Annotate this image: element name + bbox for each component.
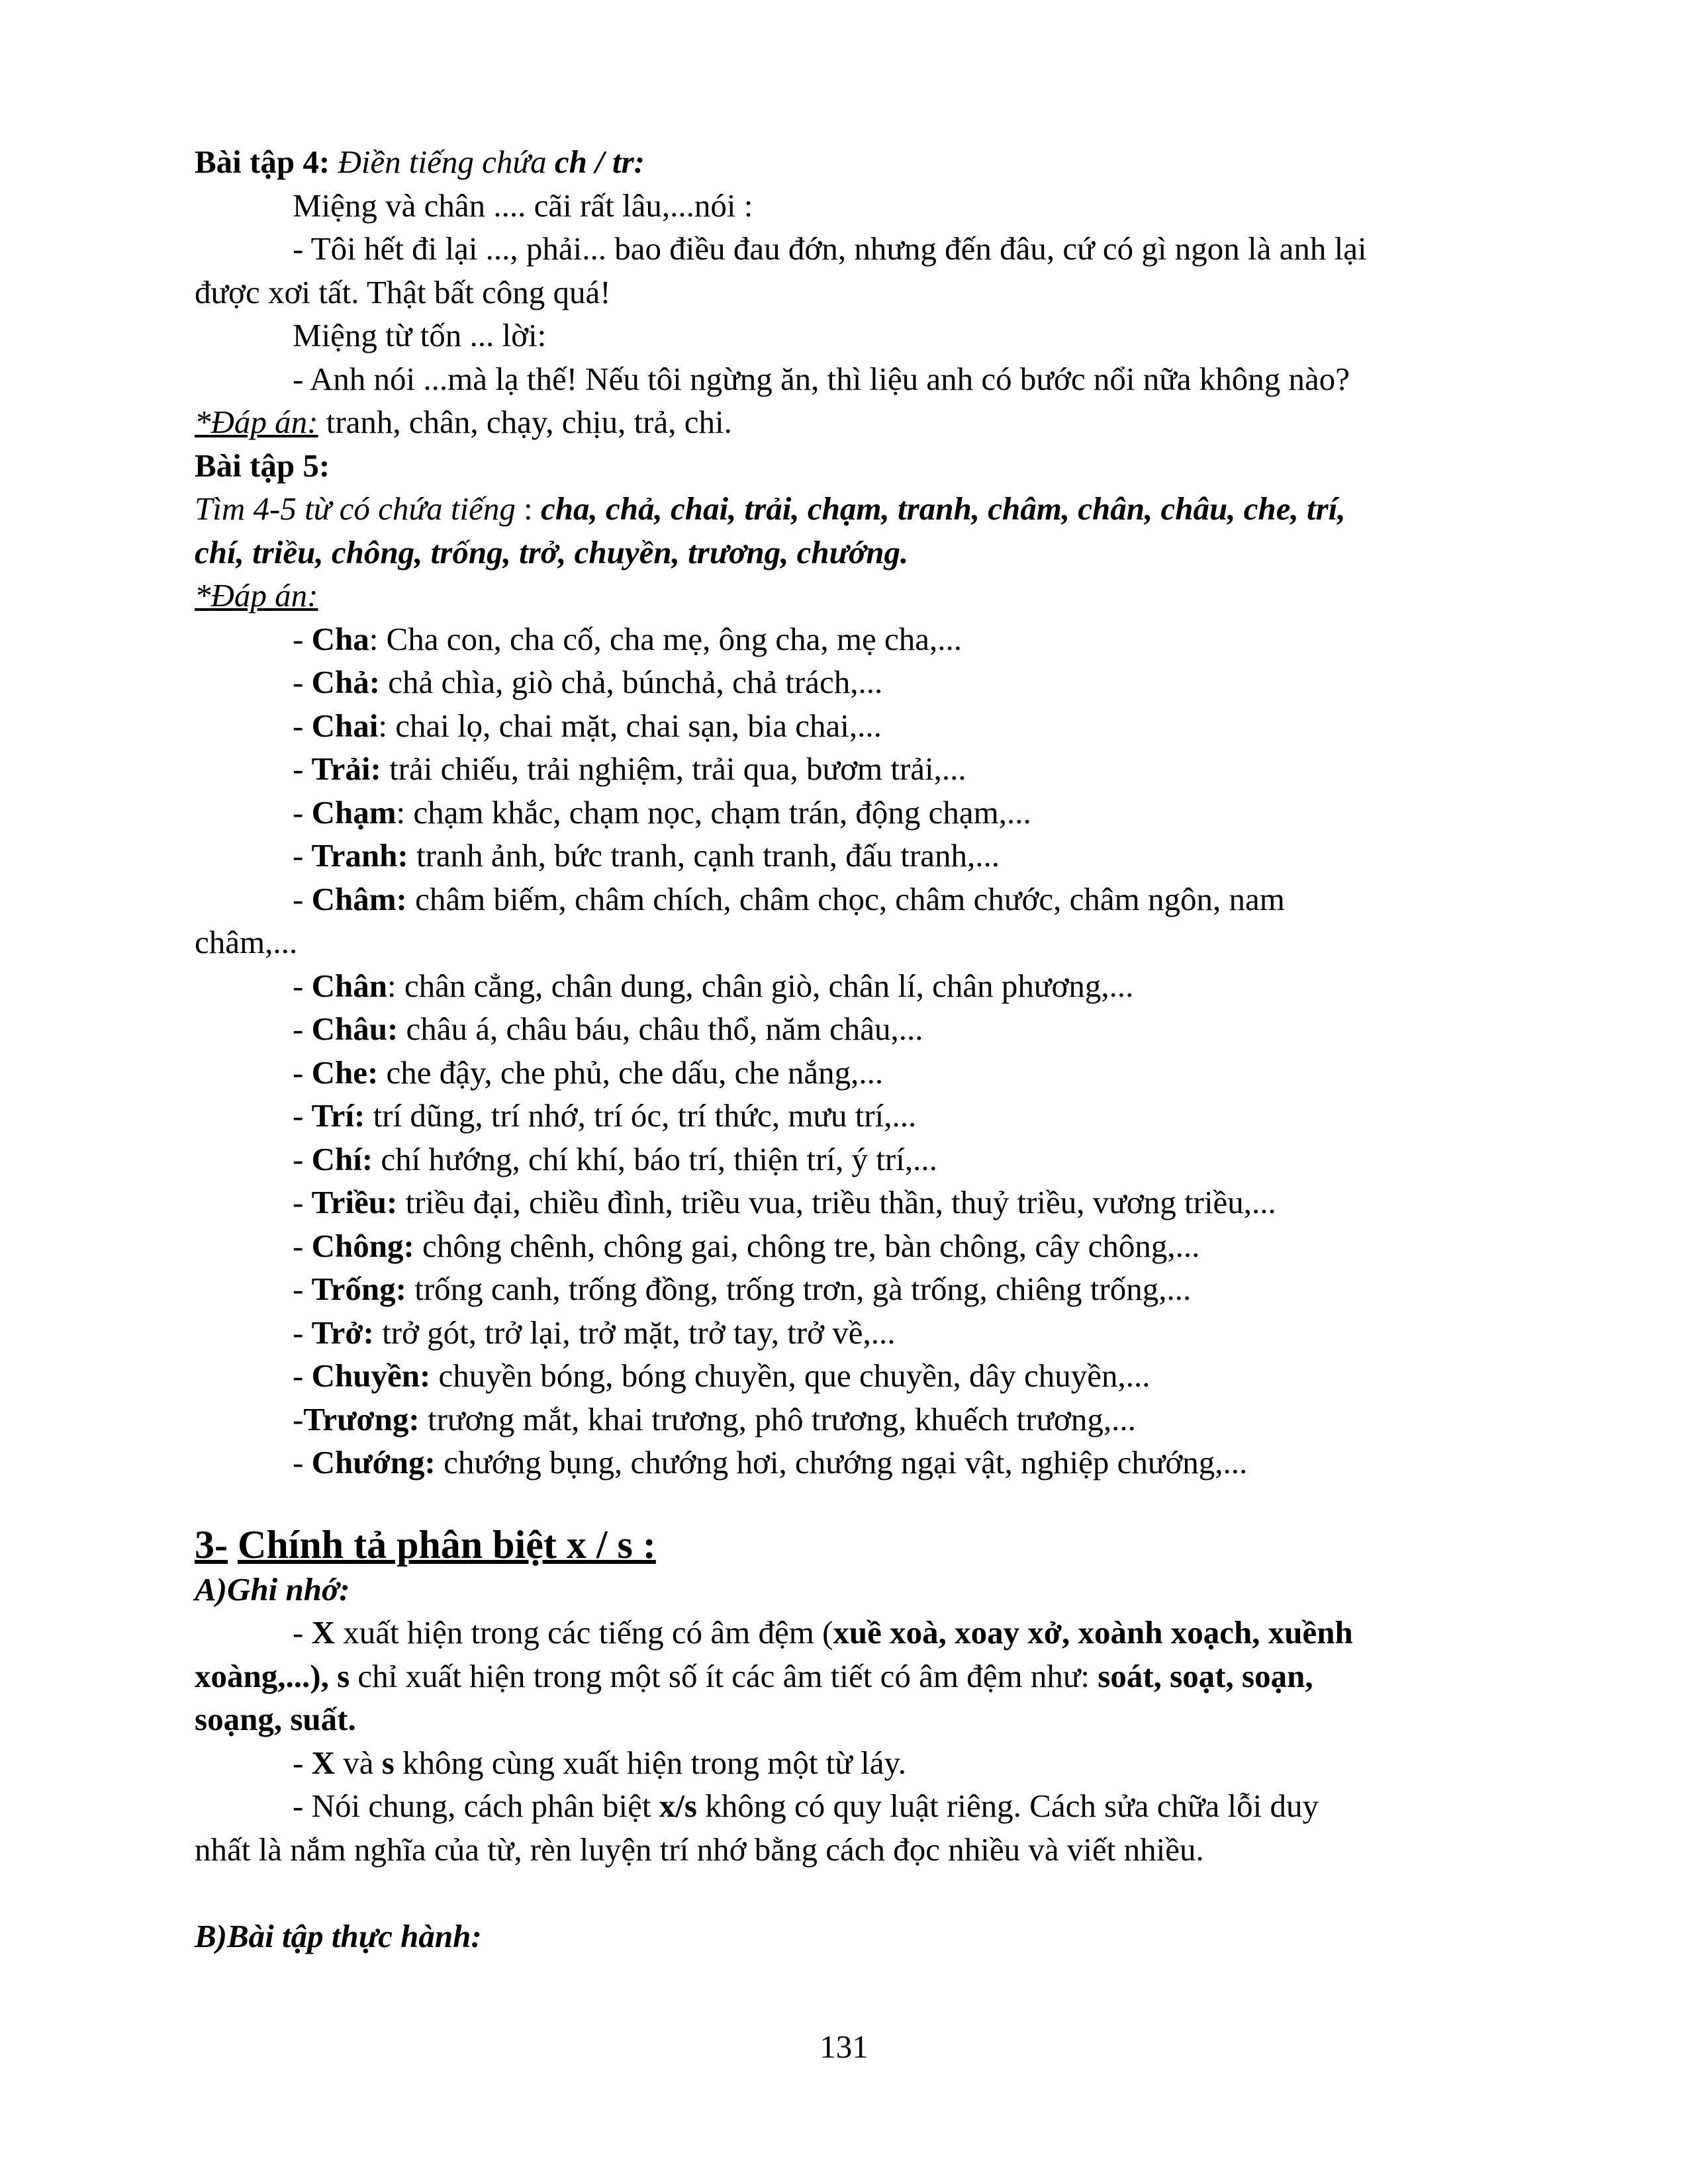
exercise-4-line: Miệng từ tốn ... lời: <box>293 317 547 353</box>
answer-definition: : chân cẳng, chân dung, chân giò, chân lí, chân phương,... <box>387 967 1134 1004</box>
answer-term: Chân <box>311 967 387 1004</box>
exercise-4-instruction: Điền tiếng chứa <box>338 144 555 180</box>
letters-xs: x/s <box>659 1788 697 1824</box>
answer-definition: châu á, châu báu, châu thổ, năm châu,... <box>398 1011 923 1047</box>
answer-term: Trương: <box>303 1400 420 1437</box>
answer-item: -Trương: trương mắt, khai trương, phô trương, khuếch trương,... <box>293 1400 1136 1437</box>
answer-definition: trải chiếu, trải nghiệm, trải qua, bươm trải,... <box>381 751 966 787</box>
answer-term: Chạm <box>311 794 397 831</box>
answer-definition: tranh ảnh, bức tranh, cạnh tranh, đấu tranh,... <box>408 837 1000 874</box>
section-3-title: Chính tả phân biệt x / s : <box>237 1522 656 1567</box>
answer-item: - Trải: trải chiếu, trải nghiệm, trải qua, bươm trải,... <box>293 751 966 787</box>
exercise-5-words-1: cha, chả, chai, trải, chạm, tranh, châm, chân, châu, che, trí, <box>540 490 1346 527</box>
exercise-5-instruction-text: Tìm 4-5 từ có chứa tiếng <box>195 490 516 527</box>
section-3-paragraph-1-cont: xoàng,...), s chỉ xuất hiện trong một số ít các âm tiết có âm đệm như: soát, soạt, soạn, <box>195 1657 1313 1694</box>
section-3-paragraph-1: - X xuất hiện trong các tiếng có âm đệm (xuề xoà, xoay xở, xoành xoạch, xuềnh <box>293 1614 1353 1651</box>
answer-term: Châm: <box>311 880 407 917</box>
exercise-4-line: được xơi tất. Thật bất công quá! <box>195 273 611 310</box>
answer-item: - Tranh: tranh ảnh, bức tranh, cạnh tranh, đấu tranh,... <box>293 837 1000 874</box>
section-3-paragraph-3-cont: nhất là nắm nghĩa của từ, rèn luyện trí nhớ bằng cách đọc nhiều và viết nhiều. <box>195 1831 1204 1868</box>
answer-definition: triều đại, chiều đình, triều vua, triều thần, thuỷ triều, vương triều,... <box>397 1184 1276 1220</box>
answer-item: - Triều: triều đại, chiều đình, triều vua, triều thần, thuỷ triều, vương triều,... <box>293 1184 1276 1220</box>
answer-term: Chướng: <box>311 1444 436 1480</box>
answer-definition: che đậy, che phủ, che dấu, che nắng,... <box>378 1054 884 1091</box>
answer-term: Trải: <box>311 751 381 787</box>
exercise-4-line: - Tôi hết đi lại ..., phải... bao điều đau đớn, nhưng đến đâu, cứ có gì ngon là anh lại <box>293 230 1367 267</box>
example-words: xoàng,...), s <box>195 1657 350 1694</box>
answer-term: Trí: <box>311 1097 365 1134</box>
answer-definition: trở gót, trở lại, trở mặt, trở tay, trở về,... <box>373 1314 896 1351</box>
answer-item: - Che: che đậy, che phủ, che dấu, che nắng,... <box>293 1054 884 1091</box>
exercise-4-heading <box>195 140 1552 184</box>
answer-definition: trí dũng, trí nhớ, trí óc, trí thức, mưu trí,... <box>365 1097 917 1134</box>
answer-term: Chai <box>311 707 379 744</box>
answer-definition: châm biếm, châm chích, châm chọc, châm chước, châm ngôn, nam <box>406 880 1285 917</box>
answer-item: - Châu: châu á, châu báu, châu thổ, năm châu,... <box>293 1011 923 1047</box>
answer-item: - Trí: trí dũng, trí nhớ, trí óc, trí thức, mưu trí,... <box>293 1097 917 1134</box>
answer-item: - Chả: chả chìa, giò chả, búnchả, chả trách,... <box>293 664 883 700</box>
answer-item-continuation: châm,... <box>195 924 298 960</box>
answer-item: - Chai: chai lọ, chai mặt, chai sạn, bia chai,... <box>293 707 882 744</box>
answer-term: Trống: <box>311 1271 406 1307</box>
letter-x: X <box>311 1744 335 1781</box>
exercise-4-title: Bài tập 4: <box>195 144 330 180</box>
answer-item: - Cha: Cha con, cha cố, cha mẹ, ông cha, mẹ cha,... <box>293 620 962 657</box>
exercise-5-title: Bài tập 5: <box>195 447 330 484</box>
answer-term: Trở: <box>311 1314 374 1351</box>
answer-term: Chí: <box>311 1140 373 1177</box>
exercise-4-instruction-letters: ch / tr: <box>554 144 645 180</box>
answer-item: - Chông: chông chênh, chông gai, chông tre, bàn chông, cây chông,... <box>293 1227 1200 1264</box>
answer-item: - Chuyền: chuyền bóng, bóng chuyền, que chuyền, dây chuyền,... <box>293 1357 1150 1394</box>
answer-definition: chông chênh, chông gai, chông tre, bàn chông, cây chông,... <box>414 1227 1200 1264</box>
exercise-4-line: Miệng và chân .... cãi rất lâu,...nói : <box>293 187 753 224</box>
section-3-number: 3- <box>195 1522 228 1567</box>
letter-x: X <box>311 1614 335 1651</box>
answer-definition: chướng bụng, chướng hơi, chướng ngại vật, nghiệp chướng,... <box>435 1444 1248 1480</box>
answer-item: - Chướng: chướng bụng, chướng hơi, chướng ngại vật, nghiệp chướng,... <box>293 1444 1248 1480</box>
section-3-subheading-a: A)Ghi nhớ: <box>195 1570 350 1608</box>
example-words: soát, soạt, soạn, <box>1098 1657 1313 1694</box>
exercise-4-line: - Anh nói ...mà lạ thế! Nếu tôi ngừng ăn, thì liệu anh có bước nổi nữa không nào? <box>293 360 1350 397</box>
answer-definition: chí hướng, chí khí, báo trí, thiện trí, ý trí,... <box>373 1140 937 1177</box>
answer-term: Chuyền: <box>311 1357 431 1394</box>
page-number: 131 <box>820 2028 868 2065</box>
answer-term: Che: <box>311 1054 379 1091</box>
answer-item: - Chân: chân cẳng, chân dung, chân giò, chân lí, chân phương,... <box>293 967 1134 1004</box>
answer-definition: chuyền bóng, bóng chuyền, que chuyền, dây chuyền,... <box>430 1357 1150 1394</box>
section-3-paragraph-3: - Nói chung, cách phân biệt x/s không có quy luật riêng. Cách sửa chữa lỗi duy <box>293 1788 1319 1824</box>
answer-text: tranh, chân, chạy, chịu, trả, chi. <box>318 404 732 440</box>
answer-term: Tranh: <box>311 837 408 874</box>
answer-definition: : Cha con, cha cố, cha mẹ, ông cha, mẹ cha,... <box>369 620 962 657</box>
exercise-5-answer-list <box>195 617 1552 1484</box>
document-page <box>195 140 1552 1958</box>
section-3-heading <box>195 1522 1552 1568</box>
answer-definition: trương mắt, khai trương, phô trương, khuếch trương,... <box>419 1400 1136 1437</box>
answer-term: Chông: <box>311 1227 414 1264</box>
answer-label: *Đáp án: <box>195 404 318 440</box>
answer-item: - Trống: trống canh, trống đồng, trống trơn, gà trống, chiêng trống,... <box>293 1271 1192 1307</box>
answer-term: Triều: <box>311 1184 398 1220</box>
answer-term: Châu: <box>311 1011 399 1047</box>
example-words: xuề xoà, xoay xở, xoành xoạch, xuềnh <box>833 1614 1353 1651</box>
answer-term: Cha <box>311 620 369 657</box>
answer-definition: chả chìa, giò chả, búnchả, chả trách,... <box>380 664 883 700</box>
answer-item: - Trở: trở gót, trở lại, trở mặt, trở tay, trở về,... <box>293 1314 896 1351</box>
answer-term: Chả: <box>311 664 381 700</box>
section-3-subheading-b: B)Bài tập thực hành: <box>195 1918 482 1954</box>
answer-label: *Đáp án: <box>195 577 318 614</box>
letter-s: s <box>381 1744 395 1781</box>
answer-definition: trống canh, trống đồng, trống trơn, gà trống, chiêng trống,... <box>406 1271 1192 1307</box>
answer-item: - Chạm: chạm khắc, chạm nọc, chạm trán, động chạm,... <box>293 794 1031 831</box>
example-words: soạng, suất. <box>195 1701 356 1737</box>
exercise-5-words-2: chí, triều, chông, trống, trở, chuyền, trương, chướng. <box>195 533 909 570</box>
exercise-5-colon: : <box>515 490 541 527</box>
section-3-paragraph-2: - X và s không cùng xuất hiện trong một từ láy. <box>293 1744 907 1781</box>
exercise-4-answer <box>195 400 1552 444</box>
answer-definition: : chai lọ, chai mặt, chai sạn, bia chai,... <box>378 707 882 744</box>
answer-item: - Châm: châm biếm, châm chích, châm chọc, châm chước, châm ngôn, nam <box>293 880 1285 917</box>
answer-item: - Chí: chí hướng, chí khí, báo trí, thiện trí, ý trí,... <box>293 1140 937 1177</box>
answer-definition: : chạm khắc, chạm nọc, chạm trán, động chạm,... <box>396 794 1031 831</box>
exercise-5-instruction <box>195 487 1552 531</box>
